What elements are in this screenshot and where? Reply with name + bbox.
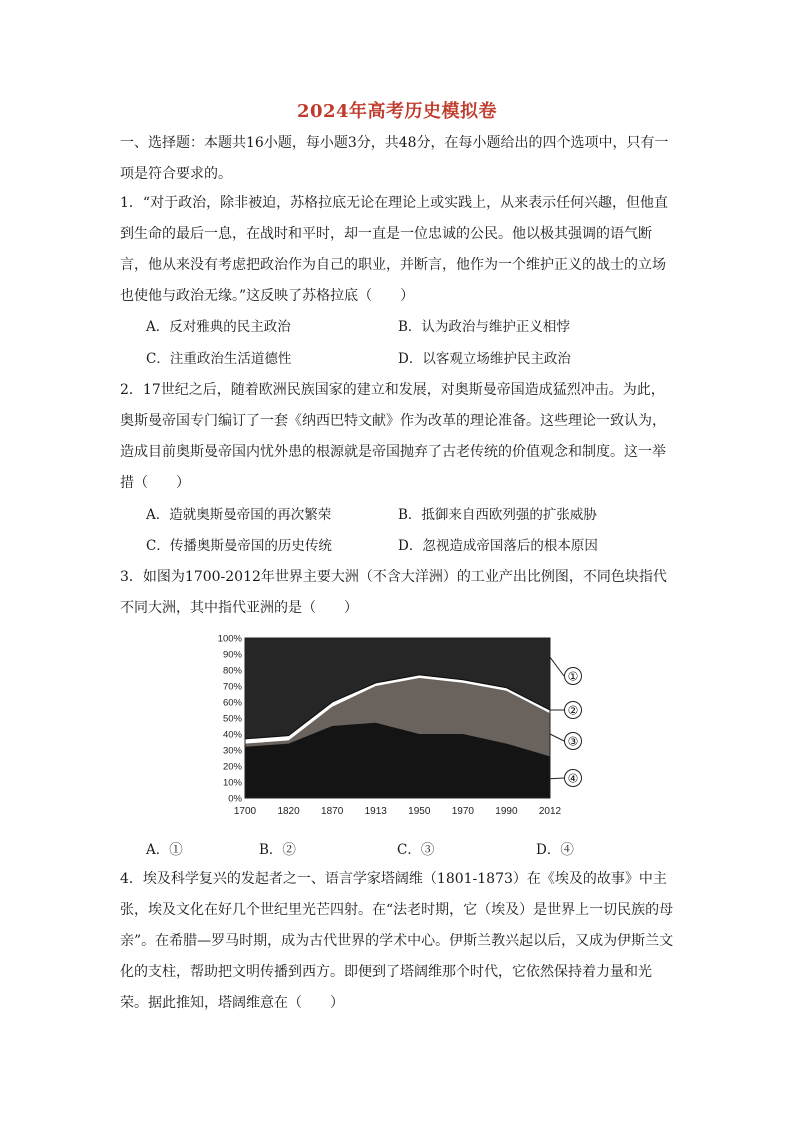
question-3-option-c[interactable]: C．③ [397, 842, 435, 858]
y-tick-label: 0% [228, 793, 242, 805]
x-tick-label: 1950 [408, 806, 431, 817]
callout-label: ② [567, 703, 579, 718]
question-2-option-a[interactable]: A．造就奥斯曼帝国的再次繁荣 [146, 507, 332, 523]
question-1-option-d[interactable]: D．以客观立场维护民主政治 [398, 351, 571, 367]
y-tick-label: 50% [222, 713, 242, 725]
x-tick-label: 2012 [538, 806, 562, 817]
y-tick-label: 10% [222, 777, 242, 789]
question-2-stem: 2．17世纪之后，随着欧洲民族国家的建立和发展，对奥斯曼帝国造成猛烈冲击。为此，奥斯曼帝国专门编订了一套《纳西巴特文献》作为改革的理论准备。这些理论一致认为，造成目前奥斯曼帝国内忧外患的根源就是帝国抛弃了古老传统的价值观念和制度。这一举措（ ） [120, 382, 666, 491]
question-4-stem: 4．埃及科学复兴的发起者之一、语言学家塔阔维（1801-1873）在《埃及的故事》中主张，埃及文化在好几个世纪里光芒四射。在“法老时期，它（埃及）是世界上一切民族的母亲”。在希腊—罗马时期，成为古代世界的学术中心。伊斯兰教兴起以后，又成为伊斯兰文化的支柱，帮助把文明传播到西方。即便到了塔阔维那个时代，它依然保持着力量和光荣。据此推知，塔阔维意在（ ） [120, 871, 674, 1011]
y-tick-label: 100% [217, 633, 242, 645]
x-tick-label: 1870 [321, 806, 344, 817]
y-tick-label: 40% [222, 729, 242, 741]
callout-label: ③ [567, 734, 579, 749]
industrial-output-chart [205, 630, 595, 820]
callout-line [550, 778, 564, 779]
question-1-stem: 1．“对于政治，除非被迫，苏格拉底无论在理论上或实践上，从来表示任何兴趣，但他直到生命的最后一息，在战时和平时，却一直是一位忠诚的公民。他以极其强调的语气断言，他从来没有考虑把政治作为自己的职业，并断言，他作为一个维护正义的战士的立场也使他与政治无缘。”这反映了苏格拉底（ ） [120, 195, 669, 304]
page-title: 2024年高考历史模拟卷 [296, 101, 498, 122]
question-2-option-c[interactable]: C．传播奥斯曼帝国的历史传统 [146, 538, 332, 554]
x-tick-label: 1970 [451, 806, 474, 817]
question-1-option-b[interactable]: B．认为政治与维护正义相悖 [398, 319, 570, 335]
x-tick-label: 1913 [364, 806, 387, 817]
x-tick-label: 1990 [495, 806, 518, 817]
callout-line [550, 657, 564, 676]
question-3-stem: 3．如图为1700-2012年世界主要大洲（不含大洋洲）的工业产出比例图，不同色块指代不同大洲，其中指代亚洲的是（ ） [120, 569, 667, 616]
x-tick-label: 1820 [277, 806, 300, 817]
y-tick-label: 30% [222, 745, 242, 757]
y-tick-label: 80% [222, 665, 242, 677]
callout-label: ① [567, 669, 579, 684]
callout-line [550, 734, 564, 741]
question-3-option-b[interactable]: B．② [259, 842, 296, 858]
question-2-option-d[interactable]: D．忽视造成帝国落后的根本原因 [398, 538, 598, 554]
y-tick-label: 20% [222, 761, 242, 773]
y-tick-label: 90% [222, 649, 242, 661]
question-3-option-d[interactable]: D．④ [536, 842, 574, 858]
x-tick-label: 1700 [233, 806, 257, 817]
question-1-option-a[interactable]: A．反对雅典的民主政治 [146, 319, 291, 335]
question-3-option-a[interactable]: A．① [146, 842, 183, 858]
instructions: 一、选择题：本题共16小题，每小题3分，共48分，在每小题给出的四个选项中，只有一项是符合要求的。 [120, 135, 669, 182]
callout-label: ④ [567, 771, 579, 786]
question-2-option-b[interactable]: B．抵御来自西欧列强的扩张威胁 [398, 507, 597, 523]
y-tick-label: 60% [222, 697, 242, 709]
question-1-option-c[interactable]: C．注重政治生活道德性 [146, 351, 292, 367]
y-tick-label: 70% [222, 681, 242, 693]
